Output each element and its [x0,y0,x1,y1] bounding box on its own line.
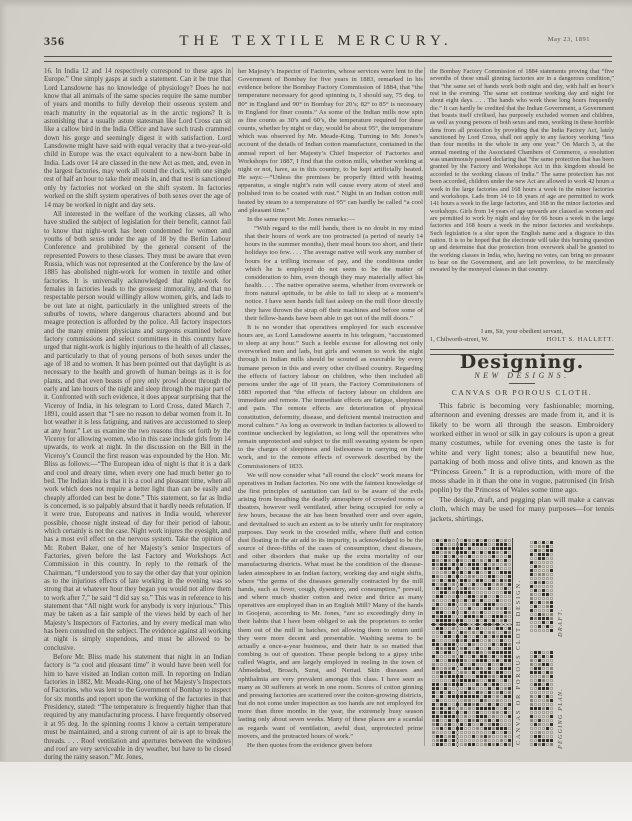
paragraph: the Bombay Factory Commission of 1884 statements proving that “five sevenths of these small ginning factories are in a dangerous condition,” that “the same set of hands work both night and day, with half an hour’s rest in the evening. The same set continue working day and night for about eight days. . . . The hands who work these long hours frequently die.” It can hardly be credited that the Indian Government, a Government that boasts itself civilised, has purposely excluded women and children, as well as young persons of both sexes and men, working in these horrible dens from all protection by providing that the India Factory Act, lately sanctioned by Lord Cross, shall not apply to any factory working “less than four months in the whole in any one year.” On March 3, at the annual meeting of the Associated Chambers of Commerce, a resolution was unanimously passed declaring that “the same protection that has been granted by the Factory and Workshops Act in this kingdom should be accorded to the working classes of India.” The same protection has not been accorded, children under the new Act are allowed to work 42 hours a week in the large factories and 168 hours a week in the minor factories and workshops. Lads from 14 to 18 years of age are permitted to work 141 hours a week in the large factories, and 168 in the minor factories and workshops. Girls from 14 years of age upwards are classed as women and are permitted to work by night and day for 66 hours a week in the large factories and 168 hours a week in the minor factories and workshops. Such legislation is a slur upon the English name and a disgrace to this nation. It is to be hoped that the electorate will take this burning question up and determine that due protection from overwork shall be granted to the working classes in India, who, having no votes, can bring no pressure to bear on the Government, and are left powerless, to be mercilessly sweated by the moneyed classes in that country. [430,68,614,274]
design-grid-label: CANVAS OR POROUS CLOTH DESIGN. [515,578,522,745]
scan-edge-top [0,0,632,8]
paragraph: In the same report Mr. Jones remarks:— [247,215,355,223]
masthead-title: THE TEXTILE MERCURY. [179,33,453,49]
article-title: CANVAS OR POROUS CLOTH. [451,388,593,398]
paragraph: her Majesty’s Inspector of Factories, whose services were lent to the Government of Bombay for five years in 1883, remarked in his evidence before the Bombay Factory Commission of 1884, that “the temperature necessary for good spinning is, I should say, 75 deg. to 80° in England and 90° in Bombay for 20’s; 82° to 85° is necessary in England for finer counts.” As some of the Indian mills now spin as fine counts as 30’s and 60’s, the temperature required for these counts, whether by night or day, would be about 95°, the temperature which was observed by Mr. Meade-King. Turning to Mr. Jones’s account of the details of Indian cotton manufacture, contained in the annual report of her Majesty’s Chief Inspector of Factories and Workshops for 1887, I find that the cotton mills, whether working at night or not, have, as in this country, to be kept artificially heated. He says:—“Unless the premises be properly fitted with heating apparatus, a single night’s rain will cause every atom of steel and polished iron to be coated with rust.” Night in an Indian cotton mill heated by steam to a temperature of 95° can hardly be called “a cool and pleasant time.” [238,68,423,214]
column-divider-right [424,67,425,746]
column-right [430,68,614,762]
paragraph: This fabric is becoming very fashionable; morning, afternoon and evening dresses are made from it, and it is likely to be worn all through the season. Embroidery worked either in wool or silk in gay colours is upon a great many costumes, while for evening ones the taste is for white and very light tones; also a beautiful new hue, partaking of both moss and olive tints, and known as the “Princess Green.” It is a reproduction, with more of the moss shade in it than the one in vogue, patronised (in Irish poplin) by the Princess of Wales some time ago. [430,400,614,495]
issue-date: May 23, 1891 [547,36,590,43]
header-double-rule [44,56,612,62]
column-divider-left [232,67,233,746]
design-point-paper-grid [432,539,511,746]
weave-pattern-figure [430,539,614,751]
signature-name: HOLT S. HALLETT. [546,336,614,344]
designing-section-title: Designing. [459,350,585,373]
paragraph: 16. In India 12 and 14 respectively correspond to these ages in Europe.” One simply gasps at such a statement. Can it be true that Lord Lansdowne has no knowledge of physiology? Does he not know that all animals of the same species require the same number of years and months to fully develop their osseous system and reach maturity in the equatorial as in the arctic regions? It is astonishing that a usually astute statesman like Lord Cross can sit like a callow bird in the India Office and have such trash crammed down his gorge and seemingly digest it with satisfaction. Lord Lansdowne might have said with equal veracity that a two-year-old child in Europe was the exact equivalent to a new-born babe in India. Lads over 14 are classed in the new Act as men, and, even in the largest factories, may work all round the clock, with one single rest of half an hour to take their meals in, and that rest is sanctioned only by factories not worked on the shift system. In factories worked on the shift system operatives of both sexes over the age of 14 may be worked in night and day sets. [44,68,231,209]
draft-grid-label: DRAFT. [557,607,564,637]
letter-body [430,68,614,326]
paragraph: All interested in the welfare of the working classes, all who have studied the subject of legislation for their benefit, cannot fail to know that night-work has been condemned for women and youths of both sexes under the age of 18 by the Berlin Labour Conference and prohibited by the general consent of the represented Powers to these classes. They must be aware that even Russia, which was not represented at the Conference by the law of 1885 has abolished night-work for women in textile and other factories. It is universally acknowledged that night-work for females in factories leads to the grossest immorality, and that no respectable person would willingly allow women, girls, and lads to be out late at night, particularly in the unlighted streets of the suburbs of towns, where dangerous characters abound and but meagre protection is afforded by the police. All factory inspectors and the many eminent physicians and surgeons examined before factory commissions and select committees in this country have urged that night-work is highly injurious to the health of all classes, and particularly to that of young persons of both sexes under the age of 18 and to women. It has been pointed out that daylight is as necessary to the health and growth of human beings as it is for plants, and that even beasts of prey only prowl about through the early and late hours of the night and sleep through the major part of it. Confronted with such evidence, it does appear surprising that the Viceroy of India, in his telegram to Lord Cross, dated March 7, 1891, could assert that “I see no reason to debar women from it. In hot weather it is less fatiguing, and natives are accustomed to sleep at any hour.” Let us examine the two reasons thus set forth by the Viceroy for allowing women, who in this case include girls from 14 upwards, to work at night. In the discussion on the Bill in the Viceroy’s Council the first reason was expounded by the Hon. Mr. Bliss as follows:—“The European idea of night is that it is a dark and cool and dreary time, when every one had much better go to bed. The Indian idea is that it is a cool and pleasant time, when all work which does not require a better light than can be easily and cheaply afforded can best be done.” This statement, so far as India is concerned, is so palpably absurd that it hardly needs refutation. If it were true, Europeans and natives in India would, wherever possible, choose night instead of day for their period of labour, which certainly is not the case. Night work injures the eyesight, and has a most evil effect on the nervous system. Take the opinion of Mr. Robert Baker, one of her Majesty’s senior Inspectors of Factories, given before the last Factory and Workshops Act Commission in this country. In reply to the remark of the Chairman, “I understood you to say the other day that your opinion as to the injurious effects of late working in the evening was so strong that at whatever hour they began you would not allow them to work after 7,” he said “I did say so.” This was in reference to his statement that “All night work for anybody is very injurious.” This may be taken as a fair sample of the views held by each of her Majesty’s Inspectors of Factories, and by every medical man who has been consulted on the subject. The evidence against all working at night is simply stupendous, and must be allowed to be conclusive. [44,210,231,652]
scan-edge-left [0,0,7,761]
column-left [44,68,231,762]
small-rule [509,383,535,384]
pegging-plan-grid [530,651,553,746]
letter-signature [430,328,614,344]
paragraph: We will now consider what “all round the clock” work means for operatives in Indian factories. No one with the faintest knowledge of the first principles of sanitation can fail to be aware of the evils arising from breathing the deadly atmosphere of crowded rooms or theatres, however well ventilated, after being occupied for only a few hours, because the air has been breathed over and over again, and devitalised to such an extent as to be utterly unfit for respiratory purposes. Day work in the crowded mills, where fluff and cotton dust floating in the air add to its impurity, is acknowledged to be the source of three-fifths of the cases of consumption, chest diseases, and other disorders that make up the extra mortality of our manufacturing districts. What must be the condition of the disease-laden atmosphere in an Indian factory, working day and night shifts, where “the germs of the diseases generally contracted by the mill hands, such as fever, cough, dysentery, and consumption,” prevail, and where much dustier cotton and twice and thrice as many operatives are employed than in an English Mill? Many of the hands in Goojerat, according to Mr. Jones, “are so exceedingly dirty in their habits that I have been obliged to ask the proprietors to order them out of the mill in batches, not allowing them to return until they were more decent and presentable. Washing seems to be actually a once-a-year business, and their hair is so matted that combing is out of question. These people belong to a gipsy tribe called Wagris, and are largely employed in reeling in the town of Ahmedabad, Broach, Surat, and Neriad. Skin diseases and ophthalmia are very prevalent amongst this class. I have seen as many as 30 sufferers at work in one room. Scores of cotton ginning and pressing factories are scattered over the cotton-growing districts, but do not come under inspection as too hands are not employed for more than three months in the year, the extremely busy season lasting only about seven weeks. Many of these places are a scandal as regards want of ventilation, awful dust, unprotected prime movers, and the protracted hours of work.” [238,471,423,740]
paragraph: The design, draft, and pegging plan will make a canvas cloth, which may be used for many purposes—for tennis jackets, shirtings, [430,494,614,523]
new-designs-subtitle: NEW DESIGNS. [474,371,570,381]
page-number: 356 [44,34,65,48]
draft-grid [530,541,553,632]
paragraph: Before Mr. Bliss made his statement that night in an Indian factory is “a cool and pleasant time” it would have been well for him to have visited an Indian cotton mill. In reporting on Indian factories in 1882, Mr. Meade-King, one of her Majesty’s Inspectors of Factories, who was lent to the Government of Bombay to inspect for six months and report upon the working of the factories in that Presidency, stated: “The temperature is frequently higher than that required by any manufacturing process. I have frequently observed it at 95 deg. In the spinning rooms I know a certain temperature must be maintained, and a strong current of air is apt to break the threads. . . . Roof ventilation and apertures between the windows and roof are very serviceable in dry weather, but have to be closed during the rainy season.” Mr. Jones, [44,654,231,762]
scan-bed-margin [0,762,632,821]
pegging-plan-label: PEGGING PLAN. [557,687,564,749]
paragraph: He then quotes from the evidence given before [247,741,373,749]
block-quote: “With regard to the mill hands, there is no doubt in my mind that their hours of work are too protracted (a period of nearly 14 hours in the summer months), their meal hours too short, and their holidays too few. . . . The average native will work any number of hours for a trifling increase of pay, and the conditions under which he is employed do not seem to be the matter of consideration to him, even though they may materially affect his health. . . . The native operative seems, whether from overwork or from natural aptitude, to be able to fall to sleep at a moment’s notice. I have seen hands fall fast asleep on the mill floor directly they have thrown the strap off their machines and before some of their fellow-hands have been able to get out of the mill doors.” [245,224,423,322]
valediction: I am, Sir, your obedient servant, [480,328,564,335]
designing-article-body [430,401,614,535]
column-middle [238,68,423,749]
signature-address: 1, Chilworth-street, W. [430,336,489,344]
paragraph: It is no wonder that operatives employed for such excessive hours are, as Lord Lansdowne asserts in his telegram, “accustomed to sleep at any hour.” Such a feeble excuse for allowing not only overworked men and lads, but girls and women to work the night through in Indian mills should be scouted as execrable by every humane person in this and every other civilised country. Regarding the effects of factory labour on children, who then included all persons under the age of 18 years, the Factory Commissioners of 1883 reported that “the effects of factory labour on children are immediate and remote. The immediate effects are fatigue, sleepiness and pain. The remote effects are deterioration of physical constitution, deformity, disease, and deficient mental instruction and moral culture.” As long as overwork in Indian factories is allowed to continue unchecked by legislation, so long will the operatives who remain unprotected and subject to the mill sweating system be open to the charges of sleepiness and listlessness in carrying on their work, and to the remote effects of overwork described by the Commissioners of 1833. [238,323,423,470]
